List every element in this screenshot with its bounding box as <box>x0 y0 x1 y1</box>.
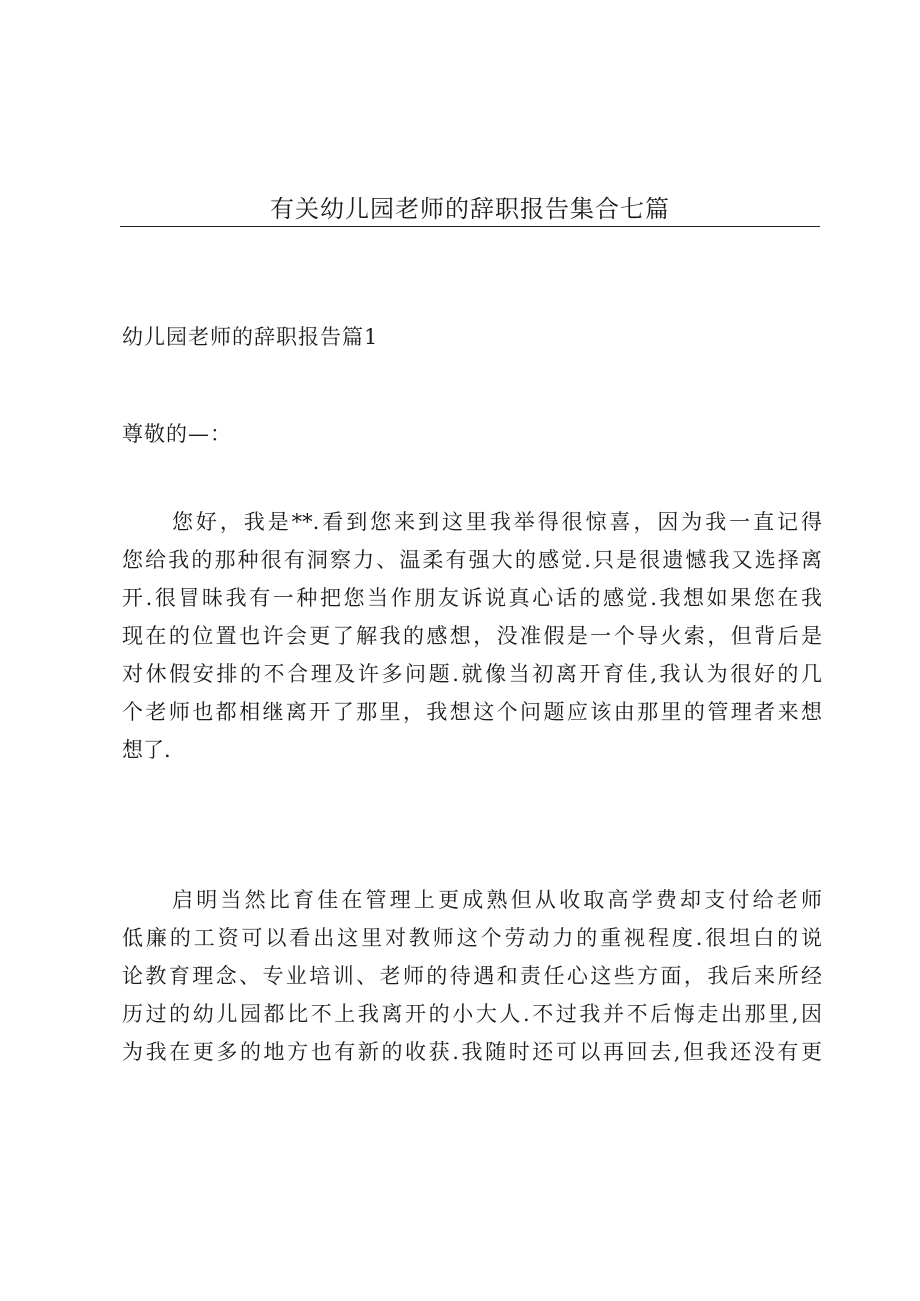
salutation: 尊敬的—： <box>122 422 232 446</box>
paragraph-1 <box>122 503 822 769</box>
paragraph-line: 想了. <box>122 738 171 762</box>
section-heading: 幼儿园老师的辞职报告篇1 <box>122 325 379 349</box>
title-underline <box>120 226 820 227</box>
paragraph-line: 现在的位置也许会更了解我的感想，没准假是一个导火索，但背后是 <box>122 624 822 648</box>
paragraph-line: 您好，我是**.看到您来到这里我举得很惊喜，因为我一直记得 <box>172 510 822 534</box>
paragraph-line: 开.很冒昧我有一种把您当作朋友诉说真心话的感觉.我想如果您在我 <box>122 586 822 610</box>
paragraph-line: 启明当然比育佳在管理上更成熟但从收取高学费却支付给老师 <box>172 888 822 912</box>
paragraph-line: 对休假安排的不合理及许多问题.就像当初离开育佳,我认为很好的几 <box>122 662 822 686</box>
paragraph-line: 论教育理念、专业培训、老师的待遇和责任心这些方面，我后来所经 <box>122 964 822 988</box>
paragraph-line: 您给我的那种很有洞察力、温柔有强大的感觉.只是很遗憾我又选择离 <box>122 548 822 572</box>
paragraph-line: 个老师也都相继离开了那里，我想这个问题应该由那里的管理者来想 <box>122 700 822 724</box>
paragraph-line: 历过的幼儿园都比不上我离开的小大人.不过我并不后悔走出那里,因 <box>122 1002 822 1026</box>
paragraph-2 <box>122 881 822 1071</box>
paragraph-line: 为我在更多的地方也有新的收获.我随时还可以再回去,但我还没有更 <box>122 1040 822 1064</box>
document-title: 有关幼儿园老师的辞职报告集合七篇 <box>270 195 670 223</box>
paragraph-line: 低廉的工资可以看出这里对教师这个劳动力的重视程度.很坦白的说 <box>122 926 822 950</box>
